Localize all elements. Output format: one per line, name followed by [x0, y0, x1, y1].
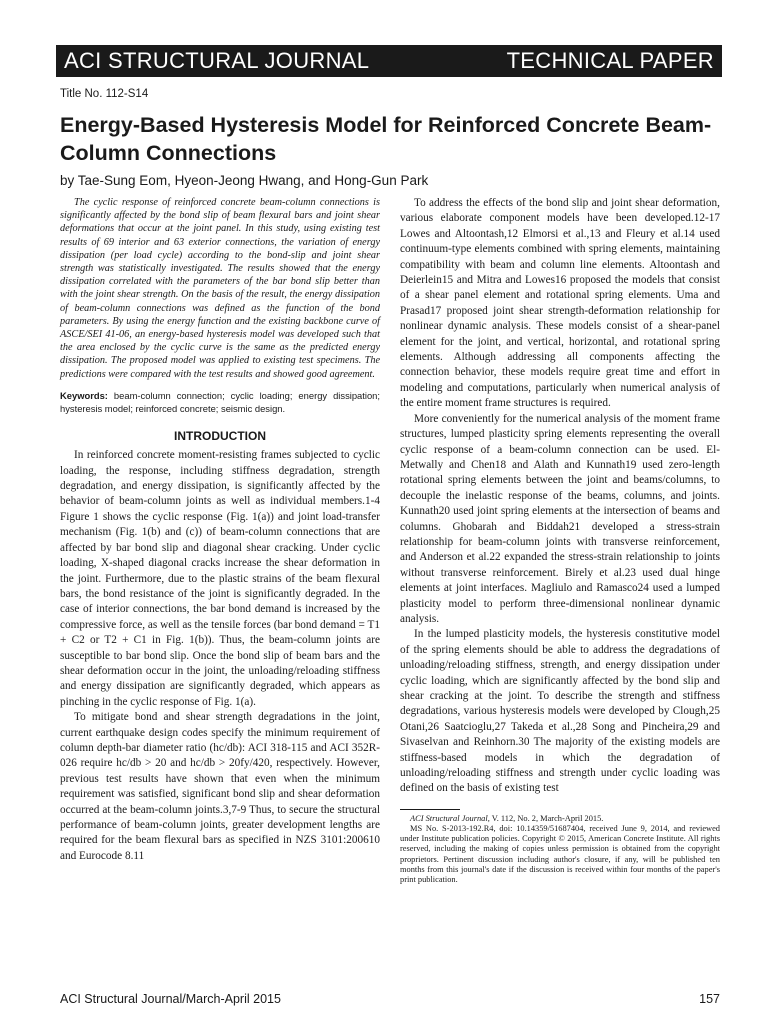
- footnote-divider: [400, 809, 460, 810]
- paper-type: TECHNICAL PAPER: [506, 48, 714, 73]
- title-number: Title No. 112-S14: [60, 88, 149, 100]
- body-paragraph: In the lumped plasticity models, the hysteresis constitutive model of the spring elements should be able to address the degradations of unloading/reloading stiffness, strength, and energy dissipation under cyclic loading, which are significantly affected by the bond slip and shear cracking at the joint. To describe the strength and stiffness degradations, various hysteresis models were developed by Clough,25 Otani,26 Saatcioglu,27 Takeda et al.,28 Song and Pincheira,29 and Sivaselvan and Reinhorn.30 The majority of the existing models are stiffness-based models in which the degradation of unloading/reloading stiffness and strength under cyclic loading was defined on the basis of existing test: [400, 628, 720, 795]
- keywords-text: beam-column connection; cyclic loading; energy dissipation; hysteresis model; reinforced concrete; seismic design.: [60, 389, 380, 414]
- keywords-label: Keywords:: [60, 389, 108, 401]
- footnote-issue: , V. 112, No. 2, March-April 2015.: [487, 813, 604, 823]
- section-heading-introduction: INTRODUCTION: [174, 428, 266, 443]
- right-column: [400, 196, 720, 885]
- body-paragraph: In reinforced concrete moment-resisting frames subjected to cyclic loading, the response, including stiffness degradation, strength degradation, and energy dissipation, is significantly affected by the behavior of beam-column joints as well as individual members.1-4 Figure 1 shows the cyclic response (Fig. 1(a)) and joint load-transfer mechanism (Fig. 1(b) and (c)) of beam-column connections that are affected by bar bond slip and diagonal shear cracking. Under cyclic loading, X-shaped diagonal cracks increase the shear deformation in the joint. Furthermore, due to the plastic strains of the beam flexural bars, the bond resistance of the joint is significantly degraded. In the case of interior connections, the bar bond demand is increased by the compressive force, as well as the tensile forces (bar bond demand = T1 + C2 or T2 + C1 in Fig. 1(b)). Thus, the beam-column joints are susceptible to bar bond slip. Once the bond slip of beam bars and the shear deformation occur in the joint, the unloading/reloading stiffness and energy dissipation are significantly degraded, which appears as pinching in the cyclic response of Fig. 1(a).: [60, 449, 380, 708]
- author-line: by Tae-Sung Eom, Hyeon-Jeong Hwang, and Hong-Gun Park: [60, 173, 429, 188]
- body-paragraph: To address the effects of the bond slip and joint shear deformation, various elaborate component models have been developed.12-17 Lowes and Altoontash,12 Elmorsi et al.,13 and Fleury et al.14 used continuum-type elements combined with spring elements, maintaining compatibility with beam and column line elements. Altoontash and Deierlein15 and Mitra and Lowes16 proposed the models that consist of a shear panel element and rotational spring elements. Uma and Prasad17 proposed joint shear strength-deformation relationship for nonlinear dynamic analysis. These models consist of a shear-panel element for the joint, and vertical, horizontal, and rotational spring elements. Although addressing all components affecting the connection behavior, these models require great time and effort in modeling and computations, particularly when numerical analysis of the entire moment frame structures is required.: [400, 197, 720, 410]
- left-column: [60, 196, 380, 864]
- page-number: 157: [699, 992, 720, 1006]
- footer-journal: ACI Structural Journal/March-April 2015: [60, 992, 281, 1006]
- footnote-journal-name: ACI Structural Journal: [410, 813, 488, 823]
- abstract: The cyclic response of reinforced concrete beam-column connections is significantly affected by the bond slip of beam flexural bars and joint shear deformations that occur at the joint panel. In this study, using existing test results of 69 interior and 63 exterior connections, the variation of energy dissipation (per load cycle) according to the bond-slip and joint shear strength was statistically investigated. The results showed that the energy dissipation correlated with the parameters of the bar bond slip better than with the joint shear strength. On the basis of the result, the energy dissipation of beam-column connections was defined as the function of the bond parameters. By using the energy function and the existing backbone curve of ASCE/SEI 41-06, an energy-based hysteresis model was developed such that the area enclosed by the cyclic curve is the same as the predicted energy dissipation. The proposed model was applied to existing test specimens. The predictions were compared with the test results and showed good agreement.: [60, 197, 380, 380]
- journal-name: ACI STRUCTURAL JOURNAL: [64, 48, 370, 73]
- body-paragraph: More conveniently for the numerical analysis of the moment frame structures, lumped plasticity spring elements representing the overall cyclic response of a beam-column connection can be used. El-Metwally and Chen18 and Alath and Kunnath19 used zero-length rotational spring elements between the joint and beams/columns, to decouple the inelastic response of the beams, columns, and joints. Kunnath20 used joint spring elements at the intersection of beams and columns. Ghobarah and Biddah21 developed a stress-strain relationship for beam-column joints with transverse reinforcement, and Anderson et al.22 expanded the stress-strain relationship to joints without transverse reinforcement. Birely et al.23 used dual hinge elements at joint interfaces. Magliulo and Ramasco24 used a lumped plasticity model to perform three-dimensional nonlinear dynamic analysis.: [400, 412, 720, 625]
- journal-banner: [56, 45, 722, 77]
- keywords: [60, 389, 380, 415]
- footnote-text: MS No. S-2013-192.R4, doi: 10.14359/51687404, received June 9, 2014, and reviewed under Institute publication policies. Copyright © 2015, American Concrete Institute. All rights reserved, including the making of copies unless permission is obtained from the copyright proprietors. Pertinent discussion including author's closure, if any, will be published ten months from this journal's date if the discussion is received within four months of the paper's print publication.: [400, 824, 720, 885]
- body-paragraph: To mitigate bond and shear strength degradations in the joint, current earthquake design codes specify the minimum requirement of column depth-bar diameter ratio (hc/db): ACI 318-115 and ACI 352R-026 require hc/db > 20 and hc/db > 20fy/420, respectively. However, previous test results have shown that even when the minimum requirement was satisfied, significant bond slip and shear deformation occurred at the beam-column joints.3,7-9 Thus, to secure the structural performance of beam-column joints, greater development lengths are required for the beam flexural bars as specified in NZS 3101:200610 and Eurocode 8.11: [60, 711, 380, 862]
- paper-title: Energy-Based Hysteresis Model for Reinforced Concrete Beam-Column Connections: [60, 113, 712, 165]
- footnote-journal: [400, 814, 720, 824]
